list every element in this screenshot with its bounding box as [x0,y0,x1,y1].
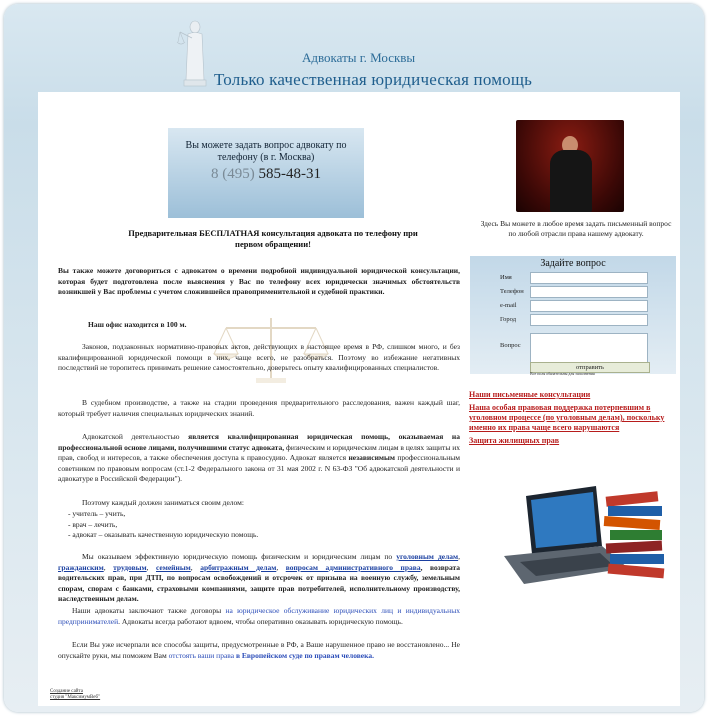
send-button[interactable]: отправить [530,362,650,373]
site-title: Только качественная юридическая помощь [214,70,533,89]
city-field[interactable] [530,314,648,326]
contracts-intro: Наши адвокаты заключают также договоры [72,606,222,615]
court-paragraph: В судебном производстве, а также на стадии проведения предварительного расследования, важен каждый шаг, который требует наличия специальных юридических знаний. [58,398,460,418]
advocacy-paragraph [58,432,460,485]
person-figure [550,150,592,212]
phone-code: 8 (495) [211,166,255,182]
themis-statue-icon [176,18,212,88]
services-list: , возврата водительских прав, при ДТП, по вопросам освобождений и отсрочек от призыва на военную службу, земельным спорам, спорам с банками, страховыми компаниями, защите прав потребителей, исполнительному производству, наследственным делам. [58,562,461,603]
required-fields-note: Все поля обязательны для заполнения [530,371,595,376]
phone-number[interactable] [168,166,364,183]
civil-link[interactable]: гражданским [58,562,104,572]
name-field[interactable] [530,272,648,284]
office-location: Наш офис находится в 100 м. [88,320,187,329]
form-row-phone [470,286,676,298]
email-field[interactable] [530,300,648,312]
services-intro: Мы оказываем эффективную юридическую помощь физическим и юридическим лицам по [82,552,393,561]
phone-banner [168,128,364,218]
email-label: e-mail [500,302,517,309]
name-label: Имя [500,274,512,281]
question-form [470,256,676,374]
form-row-city [470,314,676,326]
list-item: - учитель – учить, [68,509,126,518]
written-question-promo: Здесь Вы можете в любое время задать письменный вопрос по любой отрасли права нашему адвокату. [480,219,672,238]
duty-heading: Поэтому каждый должен заниматься своим делом: [82,498,244,507]
credit-line: Создание сайта [50,689,83,694]
housing-rights-link[interactable]: Защита жилищных прав [469,436,560,445]
advocacy-term: Адвокатской деятельностью [82,432,180,441]
question-label: Вопрос [500,342,521,349]
echr-paragraph [58,640,460,661]
laws-paragraph: Законов, подзаконных нормативно-правовых актов, действующих в настоящее время в РФ, слишком много, и без квалифицированной юридической помощи в них, чаще всего, не разобраться. Поэтому во избежание негативных последствий не торопитесь принимать решение самостоятельно, доверьтесь опыту квалифицированных специалистов. [58,342,460,372]
criminal-cases-link[interactable]: уголовным делам [396,552,459,561]
page-frame [4,4,704,712]
consultation-paragraph: Вы также можете договориться с адвокатом о времени подробной индивидуальной юридической консультации, которая будет подготовлена после выяснения у Вас по телефону всех юридически значимых обстоятельств возникшей у Вас проблемы с учетом сложившейся правоприменительной и судебной практики. [58,266,460,296]
phone-digits: 585-48-31 [258,166,321,182]
independent-word: независимым [348,453,395,462]
phone-field[interactable] [530,286,648,298]
written-consultations-link[interactable]: Наши письменные консультации [469,390,591,399]
form-row-question [470,340,530,352]
form-title: Задайте вопрос [540,258,606,269]
laptop-and-books-icon [498,484,674,594]
contracts-tail: . Адвокаты всегда работают вдвоем, чтобы оперативно оказывать юридическую помощь. [118,616,403,626]
lawyer-photo [516,120,624,212]
credit-studio: студия "МаксимумВеб" [50,695,101,700]
duty-list [68,509,448,541]
advocacy-law: профессиональным советником по правовым вопросам (ст.1-2 Федерального закона от 31 мая 2002 г. N 63-ФЗ "Об адвокатской деятельности и адвокатуре в Российской Федерации"). [58,453,461,483]
business-service-link[interactable]: на юридическое обслуживание юридических лиц и индивидуальных предпринимателей [58,606,460,626]
advocacy-purpose: физическим и юридическим лицам в целях защиты их прав, свобод и интересов, а также обеспечения доступа к правосудию. Адвокат является [58,442,461,462]
free-consultation-text: Предварительная БЕСПЛАТНАЯ консультация адвоката по телефону при первом обращении! [128,228,418,249]
question-textarea[interactable] [530,333,648,363]
site-credit-link[interactable] [50,689,100,701]
form-row-email [470,300,676,312]
contracts-paragraph [58,606,460,627]
phone-label: Телефон [500,288,524,295]
list-item: - врач – лечить, [68,519,118,529]
sidebar-links [469,390,679,449]
arbitration-link[interactable]: арбитражным делам [200,562,277,572]
city-label: Город [500,316,517,323]
list-item: - адвокат – оказывать качественную юридическую помощь. [68,530,259,539]
victim-support-link[interactable]: Наша особая правовая поддержка потерпевшим в уголовном процессе (по уголовным делам), поскольку именно их права чаще всего нарушаются [469,403,665,432]
main-content [38,92,680,706]
site-header [4,4,704,94]
services-paragraph: Мы оказываем эффективную юридическую помощь физическим и юридическим лицам по уголовным делам, гражданским, трудовым, семейным, арбитражным делам, вопросам административного права, возврата водительских прав, при ДТП, по вопросам освобождений и отсрочек от призыва на военную службу, земельным спорам, спорам с банками, страховыми компаниями, защите прав потребителей, исполнительному производству, наследственным делам. [58,552,461,603]
echr-intro: Если Вы уже исчерпали все способы защиты, предусмотренные в РФ, а Ваше нарушенное право не восстановлено... Не опускайте руки, мы поможем Вам [58,640,460,660]
administrative-law-link[interactable]: вопросам административного права [285,562,421,572]
form-row-name [470,272,676,284]
family-link[interactable]: семейным [156,562,191,572]
site-subtitle: Адвокаты г. Москвы [302,50,416,65]
labor-link[interactable]: трудовым [113,562,147,572]
european-court-link[interactable]: в Европейском суде по правам человека. [235,650,374,660]
advocacy-definition: является квалифицированная юридическая помощь, оказываемая на профессиональной основе лицами, получившими статус адвоката, [58,432,460,452]
defend-rights-link[interactable]: отстоять ваши права [168,650,235,660]
phone-question: Вы можете задать вопрос адвокату по телефону (в г. Москва) [185,140,347,163]
